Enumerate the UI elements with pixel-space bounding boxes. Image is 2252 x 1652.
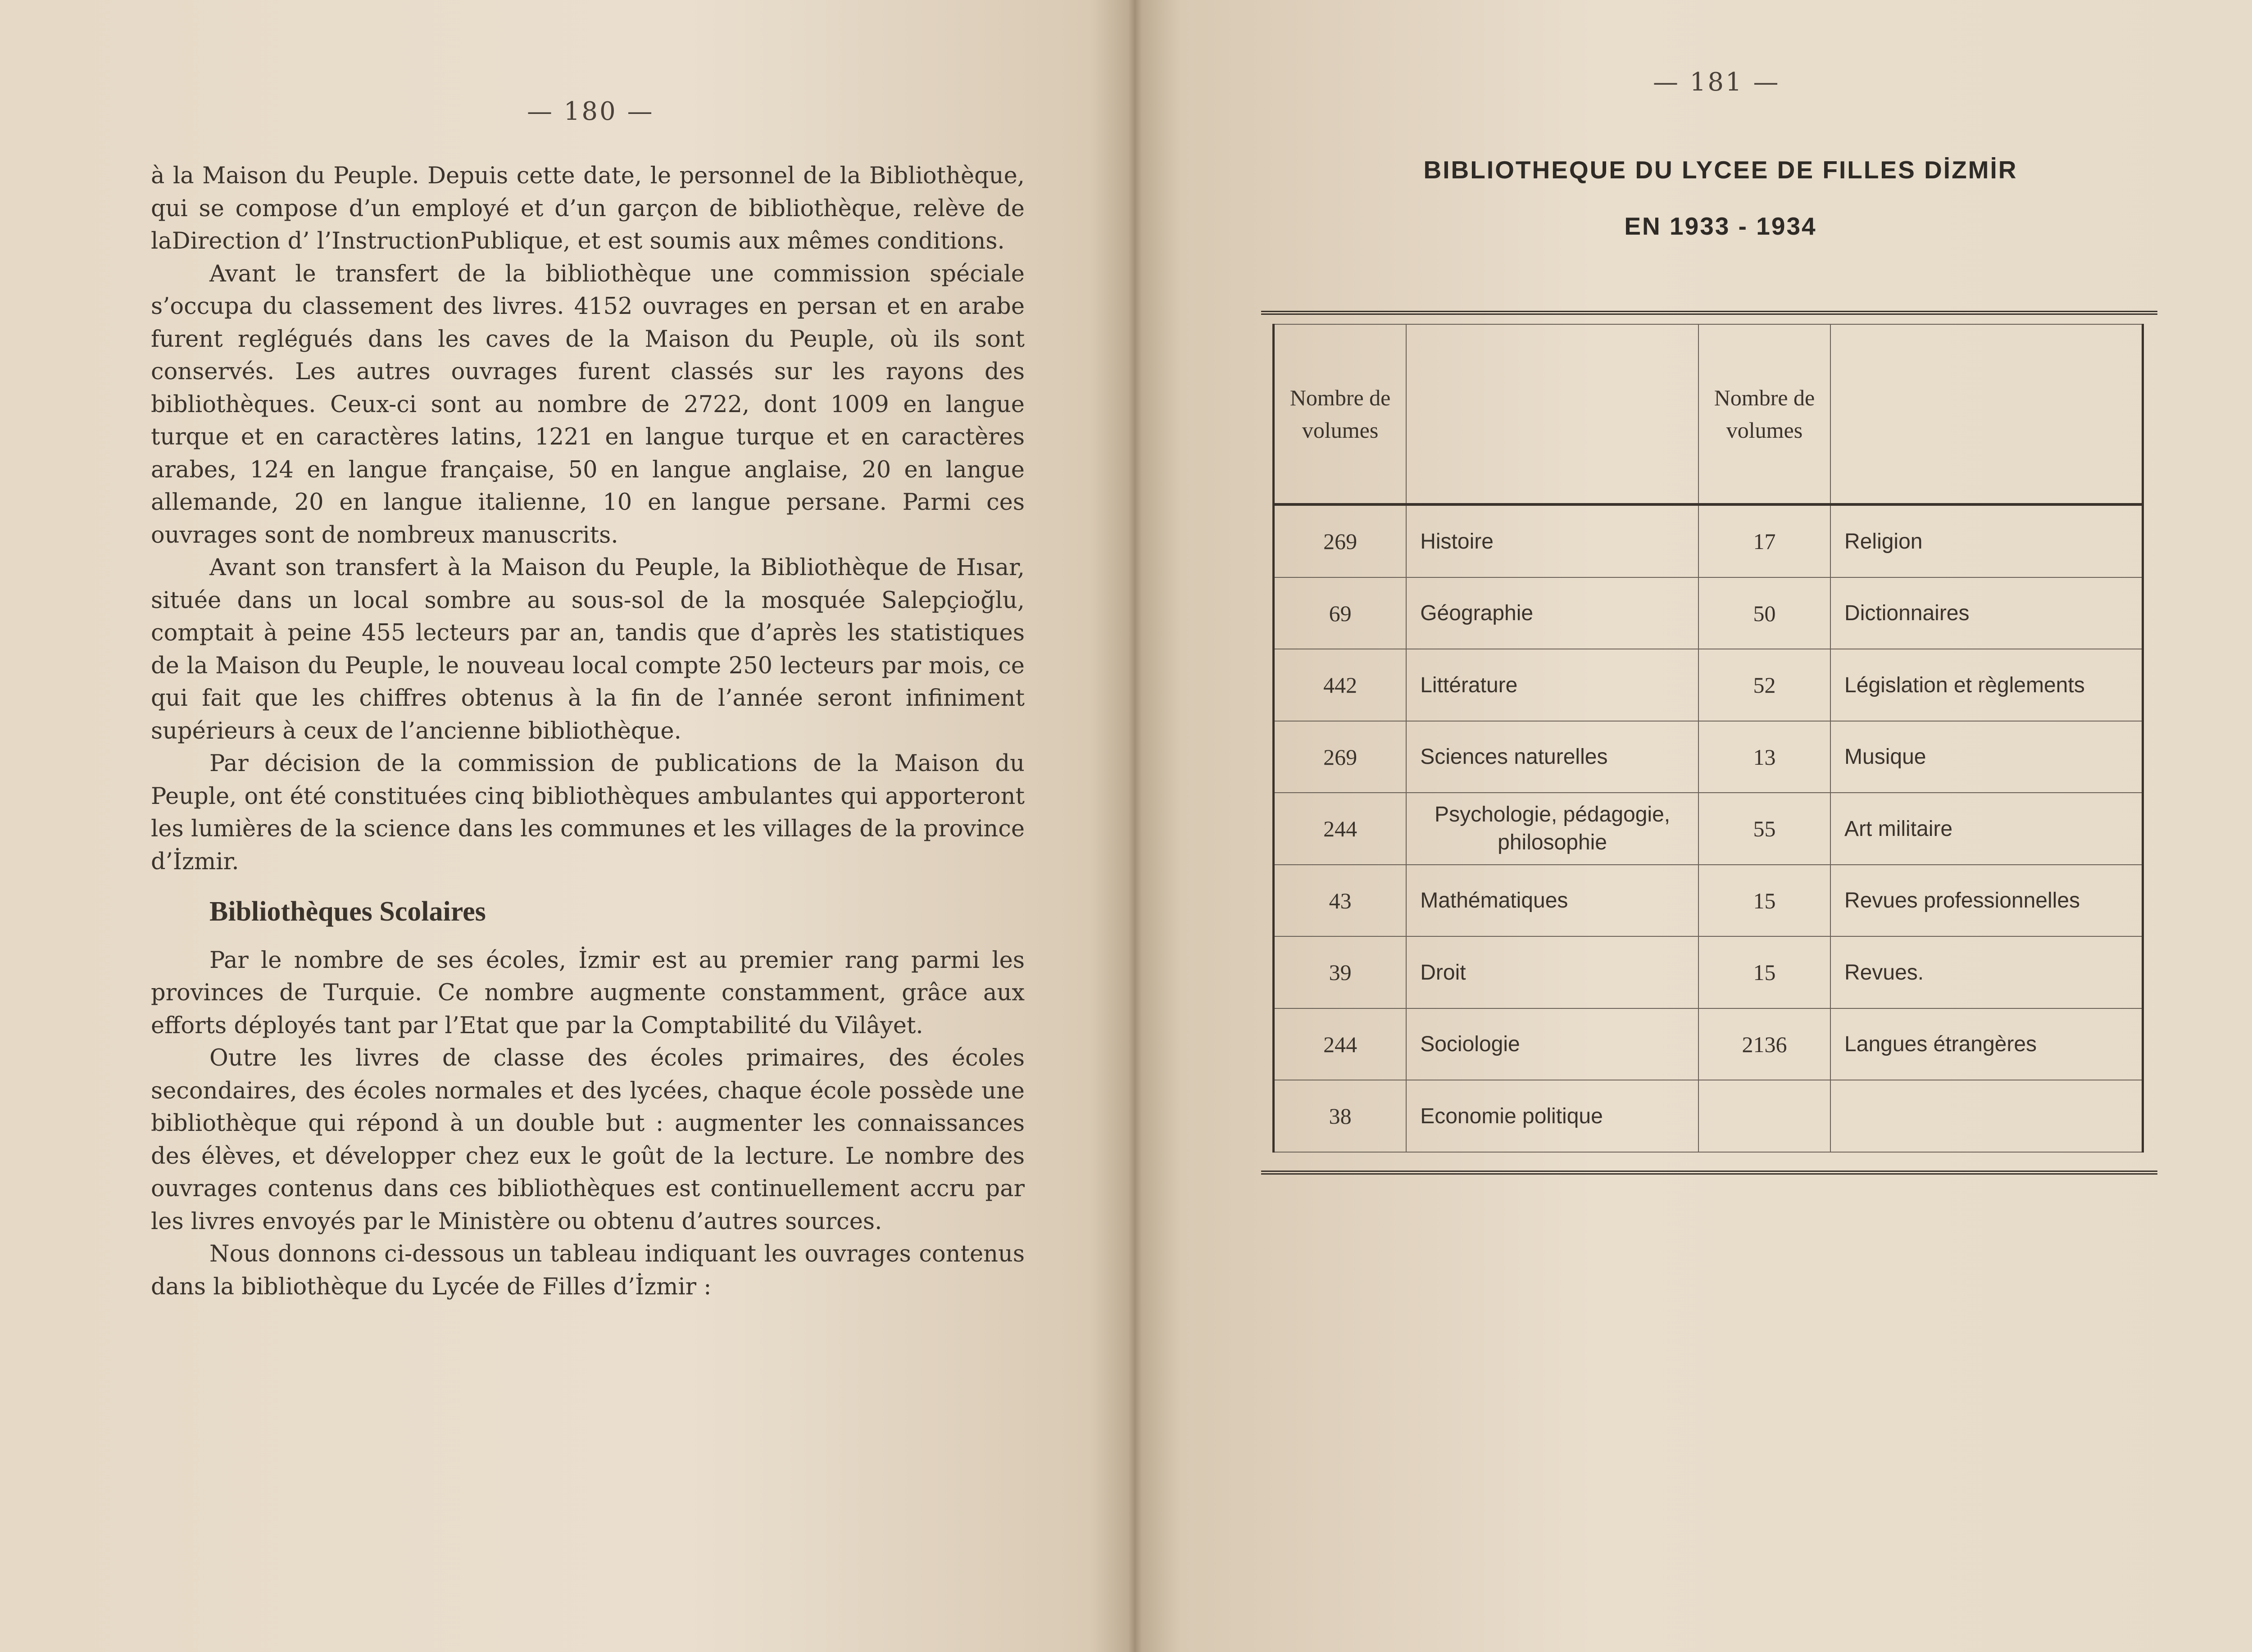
paragraph-1: à la Maison du Peuple. Depuis cette date, le personnel de la Bibliothèque, qui se compose d’un employé et d’un garçon de bibliothèque, relève de laDirection d’ l’InstructionPublique, et est soumis aux mêmes conditions. [151,163,1025,254]
category: Littérature [1406,649,1698,721]
table-subtitle-years: EN 1933 - 1934 [1624,212,1817,240]
category: Dictionnaires [1830,577,2143,649]
page-number-181: — 181 — [1653,68,1780,97]
category: Revues. [1830,936,2143,1008]
table-title: BIBLIOTHEQUE DU LYCEE DE FILLES DİZMİR [1423,156,2018,184]
category: Législation et règlements [1830,649,2143,721]
left-page-text [151,160,1025,1303]
right-page [1135,0,2252,1652]
table-row [1274,936,2143,1008]
library-table [1272,324,2144,1153]
volume-count: 39 [1274,936,1407,1008]
category: Musique [1830,721,2143,793]
volume-count: 38 [1274,1080,1407,1152]
paragraph-3: Avant son transfert à la Maison du Peuple, la Bibliothèque de Hısar, située dans un local sombre au sous-sol de la mosquée Salepçioğlu, comptait à peine 455 lecteurs par an, tandis que d’après les statistiques de la Maison du Peuple, le nouveau local compte 250 lecteurs par mois, ce qui fait que les chiffres obtenus à la fin de l’année seront infiniment supérieurs à ceux de l’ancienne bibliothèque. [151,554,1025,744]
table-row [1274,1008,2143,1080]
category [1830,1080,2143,1152]
category: Langues étrangères [1830,1008,2143,1080]
volume-count [1698,1080,1830,1152]
paragraph-5: Par le nombre de ses écoles, İzmir est au premier rang parmi les provinces de Turquie. Ce nombre augmente constamment, grâce aux efforts déployés tant par l’Etat que par la Comptabilité du Vilâyet. [151,947,1025,1039]
volume-count: 13 [1698,721,1830,793]
category: Sciences naturelles [1406,721,1698,793]
table-row [1274,865,2143,937]
volume-count: 269 [1274,721,1407,793]
paragraph-7: Nous donnons ci-dessous un tableau indiquant les ouvrages contenus dans la bibliothèque du Lycée de Filles d’İzmir : [151,1241,1025,1300]
paragraph-4: Par décision de la commission de publications de la Maison du Peuple, ont été constituées cinq bibliothèques ambulantes qui apporteront les lumières de la science dans les communes et les villages de la province d’İzmir. [151,750,1025,875]
header-blank-2 [1830,324,2143,504]
category: Revues professionnelles [1830,865,2143,937]
section-heading-bibliotheques-scolaires: Bibliothèques Scolaires [209,896,486,927]
volume-count: 244 [1274,793,1407,865]
page-number-180: — 180 — [527,97,654,126]
header-blank-1 [1406,324,1698,504]
table-row [1274,577,2143,649]
category: Art militaire [1830,793,2143,865]
volume-count: 52 [1698,649,1830,721]
category: Mathématiques [1406,865,1698,937]
volume-count: 17 [1698,504,1830,577]
table-row [1274,793,2143,865]
volume-count: 50 [1698,577,1830,649]
header-volumes-2: Nombre de volumes [1698,324,1830,504]
category: Sociologie [1406,1008,1698,1080]
volume-count: 15 [1698,936,1830,1008]
category: Psychologie, pédagogie, philosophie [1406,793,1698,865]
category: Histoire [1406,504,1698,577]
table-row [1274,1080,2143,1152]
book-gutter [1128,0,1142,1652]
table-header-row [1274,324,2143,504]
header-volumes-1: Nombre de volumes [1274,324,1407,504]
paragraph-6: Outre les livres de classe des écoles primaires, des écoles secondaires, des écoles normales et des lycées, chaque école possède une bibliothèque qui répond à un double but : augmenter les connaissances des élèves, et développer chez eux le goût de la lecture. Le nombre des ouvrages contenus dans ces bibliothèques est continuellement accru par les livres envoyés par le Ministère ou obtenu d’autres sources. [151,1045,1025,1235]
volume-count: 269 [1274,504,1407,577]
category: Economie politique [1406,1080,1698,1152]
volume-count: 15 [1698,865,1830,937]
category: Géographie [1406,577,1698,649]
category: Droit [1406,936,1698,1008]
category: Religion [1830,504,2143,577]
volume-count: 43 [1274,865,1407,937]
volume-count: 244 [1274,1008,1407,1080]
table-frame [1261,311,2157,1175]
table-row [1274,721,2143,793]
volume-count: 442 [1274,649,1407,721]
table-row [1274,649,2143,721]
table-row [1274,504,2143,577]
volume-count: 2136 [1698,1008,1830,1080]
paragraph-2: Avant le transfert de la bibliothèque une commission spéciale s’occupa du classement des livres. 4152 ouvrages en persan et en arabe furent reglégués dans les caves de la Maison du Peuple, où ils sont conservés. Les autres ouvrages furent classés sur les rayons des bibliothèques. Ceux-ci sont au nombre de 2722, dont 1009 en langue turque et en caractères latins, 1221 en langue turque et en caractères arabes, 124 en langue française, 50 en langue anglaise, 20 en langue allemande, 20 en langue italienne, 10 en langue persane. Parmi ces ouvrages sont de nombreux manuscrits. [151,260,1025,549]
volume-count: 55 [1698,793,1830,865]
volume-count: 69 [1274,577,1407,649]
